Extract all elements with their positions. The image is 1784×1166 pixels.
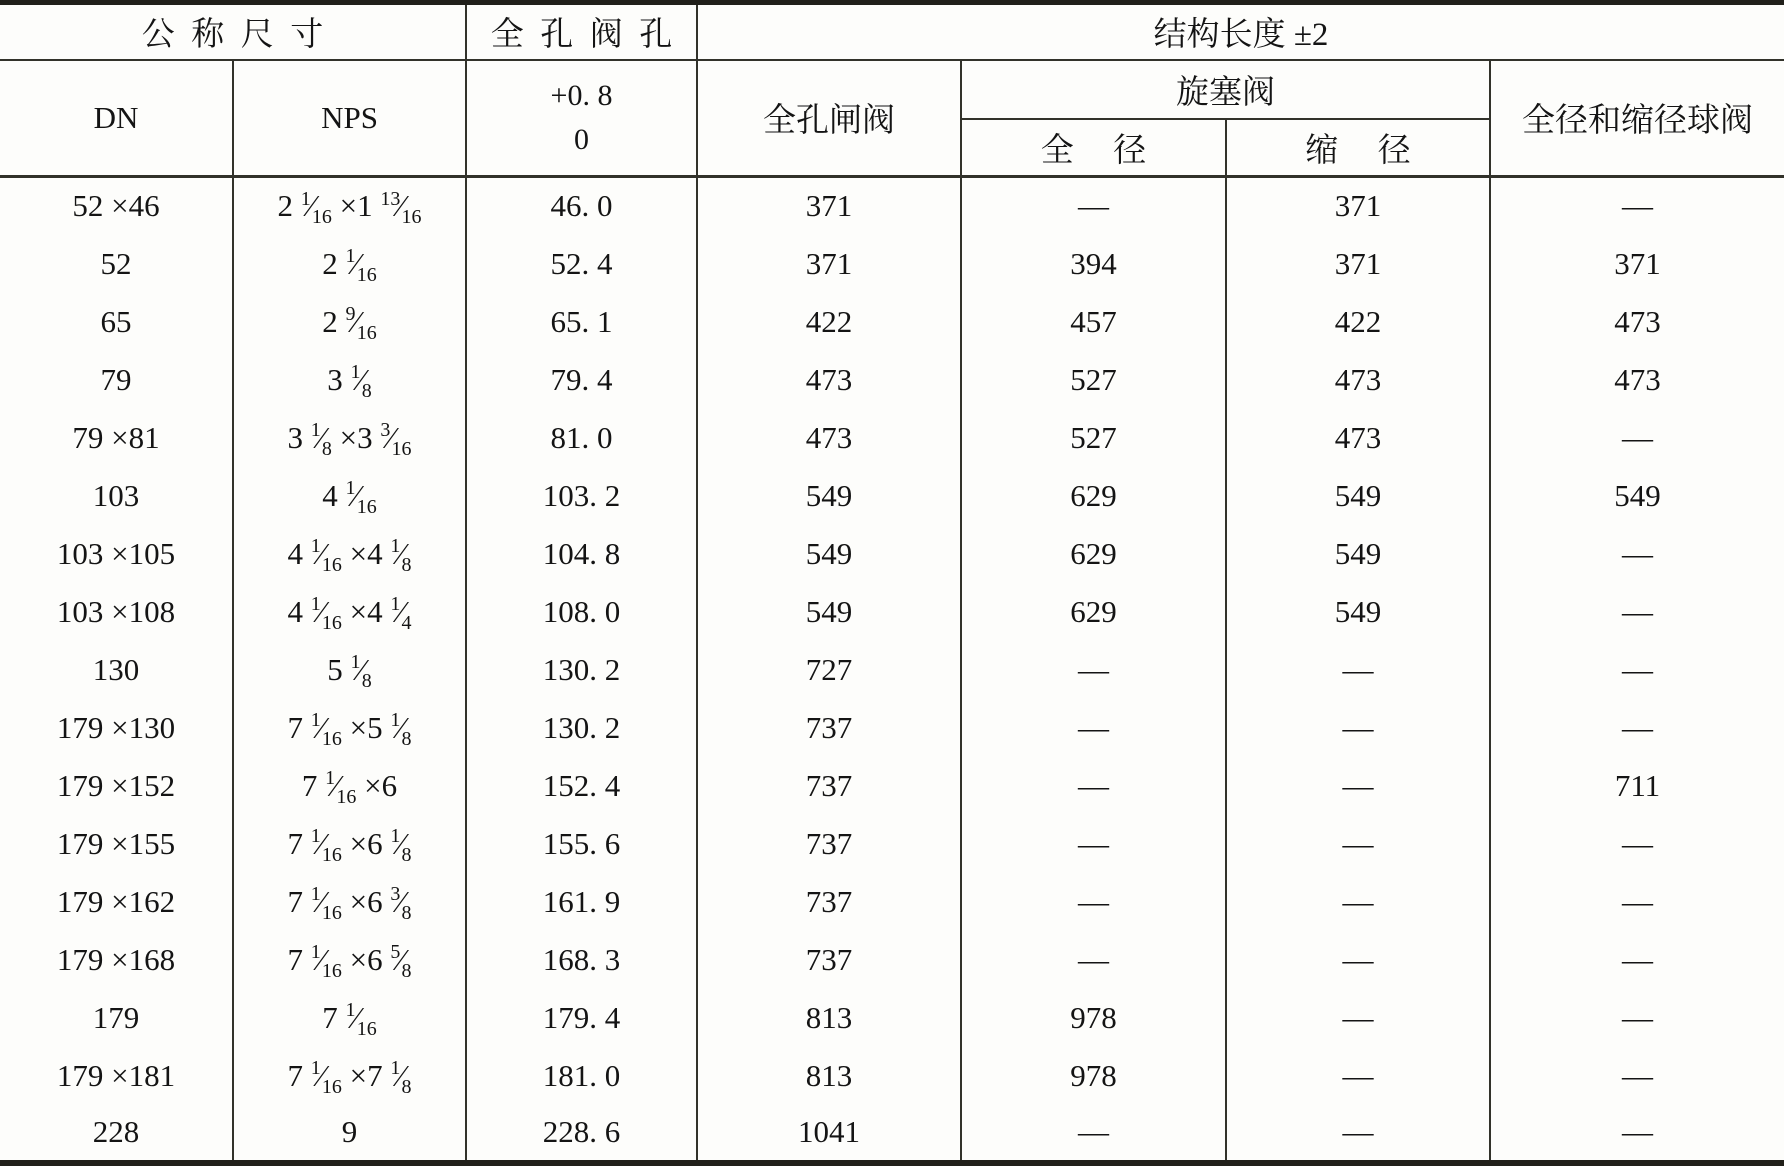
cell-dn: 103: [92, 477, 140, 513]
cell-gate-valve: 549: [697, 525, 961, 583]
cell-bore-diameter: 228. 6: [466, 1105, 697, 1163]
cell-plug-reduced-bore: —: [1226, 699, 1490, 757]
cell-dn: 52: [100, 245, 132, 281]
cell-ball-valve: 711: [1490, 757, 1784, 815]
table-row: [0, 815, 1784, 873]
cell-nps: 7 $^1⁄_{16} \times 6$: [233, 757, 466, 815]
cell-dn: 179 ×181: [56, 1057, 176, 1093]
cell-plug-reduced-bore: —: [1226, 873, 1490, 931]
cell-nps: 3 $^1⁄_8 \times 3$ $^3⁄_{16}$: [233, 409, 466, 467]
cell-gate-valve: 813: [697, 1047, 961, 1105]
cell-ball-valve: —: [1490, 1105, 1784, 1163]
cell-plug-full-bore: —: [961, 1105, 1226, 1163]
table-row: [0, 699, 1784, 757]
cell-plug-full-bore: 527: [961, 351, 1226, 409]
cell-nps: 7 $^1⁄_{16} \times 5$ $^1⁄_8$: [233, 699, 466, 757]
cell-ball-valve: —: [1490, 873, 1784, 931]
cell-plug-full-bore: 527: [961, 409, 1226, 467]
table-row: [0, 641, 1784, 699]
cell-gate-valve: 737: [697, 931, 961, 989]
cell-plug-full-bore: 978: [961, 989, 1226, 1047]
cell-dn: 179 ×130: [56, 709, 176, 745]
cell-nps: 7 $^1⁄_{16} \times 6$ $^1⁄_8$: [233, 815, 466, 873]
cell-bore-diameter: 46. 0: [466, 177, 697, 235]
cell-nps: 7 $^1⁄_{16} \times 7$ $^1⁄_8$: [233, 1047, 466, 1105]
cell-gate-valve: 813: [697, 989, 961, 1047]
cell-ball-valve: —: [1490, 1047, 1784, 1105]
cell-bore-diameter: 152. 4: [466, 757, 697, 815]
cell-dn: 103 ×105: [56, 535, 176, 571]
table-row: [0, 293, 1784, 351]
cell-bore-diameter: 104. 8: [466, 525, 697, 583]
cell-dn: 179 ×168: [56, 941, 176, 977]
tolerance-lower-value: 0: [574, 122, 589, 156]
cell-nps: 5 $^1⁄_8$: [233, 641, 466, 699]
cell-ball-valve: 371: [1490, 235, 1784, 293]
header-dn: DN: [0, 60, 233, 177]
cell-dn: 179 ×152: [56, 767, 176, 803]
header-full-bore-gate-valve: 全孔闸阀: [697, 60, 961, 177]
cell-plug-full-bore: —: [961, 699, 1226, 757]
cell-nps: 7 $^1⁄_{16}$: [233, 989, 466, 1047]
cell-gate-valve: 549: [697, 583, 961, 641]
cell-nps: 2 $^1⁄_{16}$: [233, 235, 466, 293]
cell-bore-diameter: 81. 0: [466, 409, 697, 467]
cell-bore-diameter: 130. 2: [466, 641, 697, 699]
cell-gate-valve: 1041: [697, 1105, 961, 1163]
cell-gate-valve: 737: [697, 757, 961, 815]
cell-bore-diameter: 65. 1: [466, 293, 697, 351]
header-plug-full-bore: 全径: [961, 119, 1226, 177]
cell-plug-reduced-bore: —: [1226, 1105, 1490, 1163]
cell-plug-full-bore: 394: [961, 235, 1226, 293]
cell-dn: 79: [100, 361, 132, 397]
cell-plug-reduced-bore: 473: [1226, 351, 1490, 409]
cell-plug-full-bore: —: [961, 757, 1226, 815]
cell-ball-valve: —: [1490, 989, 1784, 1047]
cell-bore-diameter: 155. 6: [466, 815, 697, 873]
cell-ball-valve: —: [1490, 699, 1784, 757]
table-row: [0, 873, 1784, 931]
cell-bore-diameter: 179. 4: [466, 989, 697, 1047]
cell-plug-reduced-bore: —: [1226, 641, 1490, 699]
cell-plug-full-bore: 629: [961, 583, 1226, 641]
cell-ball-valve: 473: [1490, 293, 1784, 351]
cell-gate-valve: 371: [697, 177, 961, 235]
cell-bore-diameter: 161. 9: [466, 873, 697, 931]
cell-dn: 179 ×162: [56, 883, 176, 919]
cell-bore-diameter: 168. 3: [466, 931, 697, 989]
cell-dn: 65: [100, 303, 132, 339]
cell-plug-reduced-bore: —: [1226, 931, 1490, 989]
table-row: [0, 989, 1784, 1047]
cell-plug-reduced-bore: 371: [1226, 177, 1490, 235]
cell-plug-reduced-bore: 549: [1226, 525, 1490, 583]
cell-nps: 3 $^1⁄_8$: [233, 351, 466, 409]
cell-plug-reduced-bore: —: [1226, 989, 1490, 1047]
cell-plug-full-bore: —: [961, 815, 1226, 873]
cell-nps: 4 $^1⁄_{16} \times 4$ $^1⁄_4$: [233, 583, 466, 641]
table-body: [0, 177, 1784, 1164]
table-row: [0, 235, 1784, 293]
cell-gate-valve: 737: [697, 873, 961, 931]
cell-dn: 179: [92, 999, 140, 1035]
header-plug-valve: 旋塞阀: [961, 60, 1490, 119]
cell-plug-full-bore: 629: [961, 525, 1226, 583]
tolerance-upper-value: +0. 8: [550, 79, 613, 113]
cell-nps: 4 $^1⁄_{16} \times 4$ $^1⁄_8$: [233, 525, 466, 583]
table-row: [0, 467, 1784, 525]
cell-plug-reduced-bore: 371: [1226, 235, 1490, 293]
cell-nps: 7 $^1⁄_{16} \times 6$ $^5⁄_8$: [233, 931, 466, 989]
header-plug-reduced-bore: 缩径: [1226, 119, 1490, 177]
cell-gate-valve: 737: [697, 815, 961, 873]
cell-bore-diameter: 52. 4: [466, 235, 697, 293]
cell-nps: 2 $^1⁄_{16} \times 1$ $^{13}⁄_{16}$: [233, 177, 466, 235]
cell-plug-full-bore: 457: [961, 293, 1226, 351]
header-nominal-size: 公称尺寸: [0, 3, 466, 60]
cell-plug-reduced-bore: —: [1226, 1047, 1490, 1105]
cell-gate-valve: 737: [697, 699, 961, 757]
cell-ball-valve: —: [1490, 525, 1784, 583]
cell-plug-reduced-bore: 473: [1226, 409, 1490, 467]
cell-plug-full-bore: 629: [961, 467, 1226, 525]
cell-bore-diameter: 130. 2: [466, 699, 697, 757]
header-ball-valve: 全径和缩径球阀: [1490, 60, 1784, 177]
cell-bore-diameter: 108. 0: [466, 583, 697, 641]
header-nps: NPS: [233, 60, 466, 177]
header-row-middle: [0, 60, 1784, 119]
cell-gate-valve: 422: [697, 293, 961, 351]
table-row: [0, 1105, 1784, 1163]
table-row: [0, 525, 1784, 583]
cell-plug-full-bore: —: [961, 177, 1226, 235]
cell-gate-valve: 727: [697, 641, 961, 699]
table-row: [0, 409, 1784, 467]
cell-dn: 179 ×155: [56, 825, 176, 861]
cell-ball-valve: —: [1490, 931, 1784, 989]
table-row: [0, 1047, 1784, 1105]
table-row: [0, 177, 1784, 235]
cell-dn: 130: [92, 651, 140, 687]
cell-dn: 103 ×108: [56, 593, 176, 629]
cell-bore-diameter: 103. 2: [466, 467, 697, 525]
header-row-top: [0, 3, 1784, 60]
cell-gate-valve: 473: [697, 351, 961, 409]
cell-plug-full-bore: —: [961, 931, 1226, 989]
cell-gate-valve: 371: [697, 235, 961, 293]
cell-nps: 7 $^1⁄_{16} \times 6$ $^3⁄_8$: [233, 873, 466, 931]
cell-bore-diameter: 181. 0: [466, 1047, 697, 1105]
cell-dn: 52 ×46: [72, 188, 160, 224]
cell-plug-full-bore: —: [961, 873, 1226, 931]
cell-ball-valve: —: [1490, 409, 1784, 467]
cell-plug-reduced-bore: 422: [1226, 293, 1490, 351]
cell-gate-valve: 473: [697, 409, 961, 467]
table-row: [0, 757, 1784, 815]
cell-ball-valve: —: [1490, 177, 1784, 235]
cell-nps: 2 $^9⁄_{16}$: [233, 293, 466, 351]
cell-plug-reduced-bore: —: [1226, 757, 1490, 815]
cell-plug-reduced-bore: 549: [1226, 583, 1490, 641]
cell-dn: 79 ×81: [72, 419, 160, 455]
table-row: [0, 931, 1784, 989]
cell-plug-full-bore: —: [961, 641, 1226, 699]
cell-nps: 9: [233, 1105, 466, 1163]
cell-plug-full-bore: 978: [961, 1047, 1226, 1105]
header-bore-tolerance: [466, 60, 697, 177]
table-row: [0, 583, 1784, 641]
cell-dn: 228: [92, 1114, 140, 1150]
cell-bore-diameter: 79. 4: [466, 351, 697, 409]
cell-plug-reduced-bore: 549: [1226, 467, 1490, 525]
cell-ball-valve: —: [1490, 815, 1784, 873]
cell-ball-valve: —: [1490, 641, 1784, 699]
cell-ball-valve: 549: [1490, 467, 1784, 525]
table-row: [0, 351, 1784, 409]
cell-nps: 4 $^1⁄_{16}$: [233, 467, 466, 525]
cell-plug-reduced-bore: —: [1226, 815, 1490, 873]
cell-ball-valve: —: [1490, 583, 1784, 641]
cell-ball-valve: 473: [1490, 351, 1784, 409]
header-full-bore-valve-hole: 全孔阀孔: [466, 3, 697, 60]
cell-gate-valve: 549: [697, 467, 961, 525]
header-structural-length: 结构长度 ±2: [697, 3, 1784, 60]
